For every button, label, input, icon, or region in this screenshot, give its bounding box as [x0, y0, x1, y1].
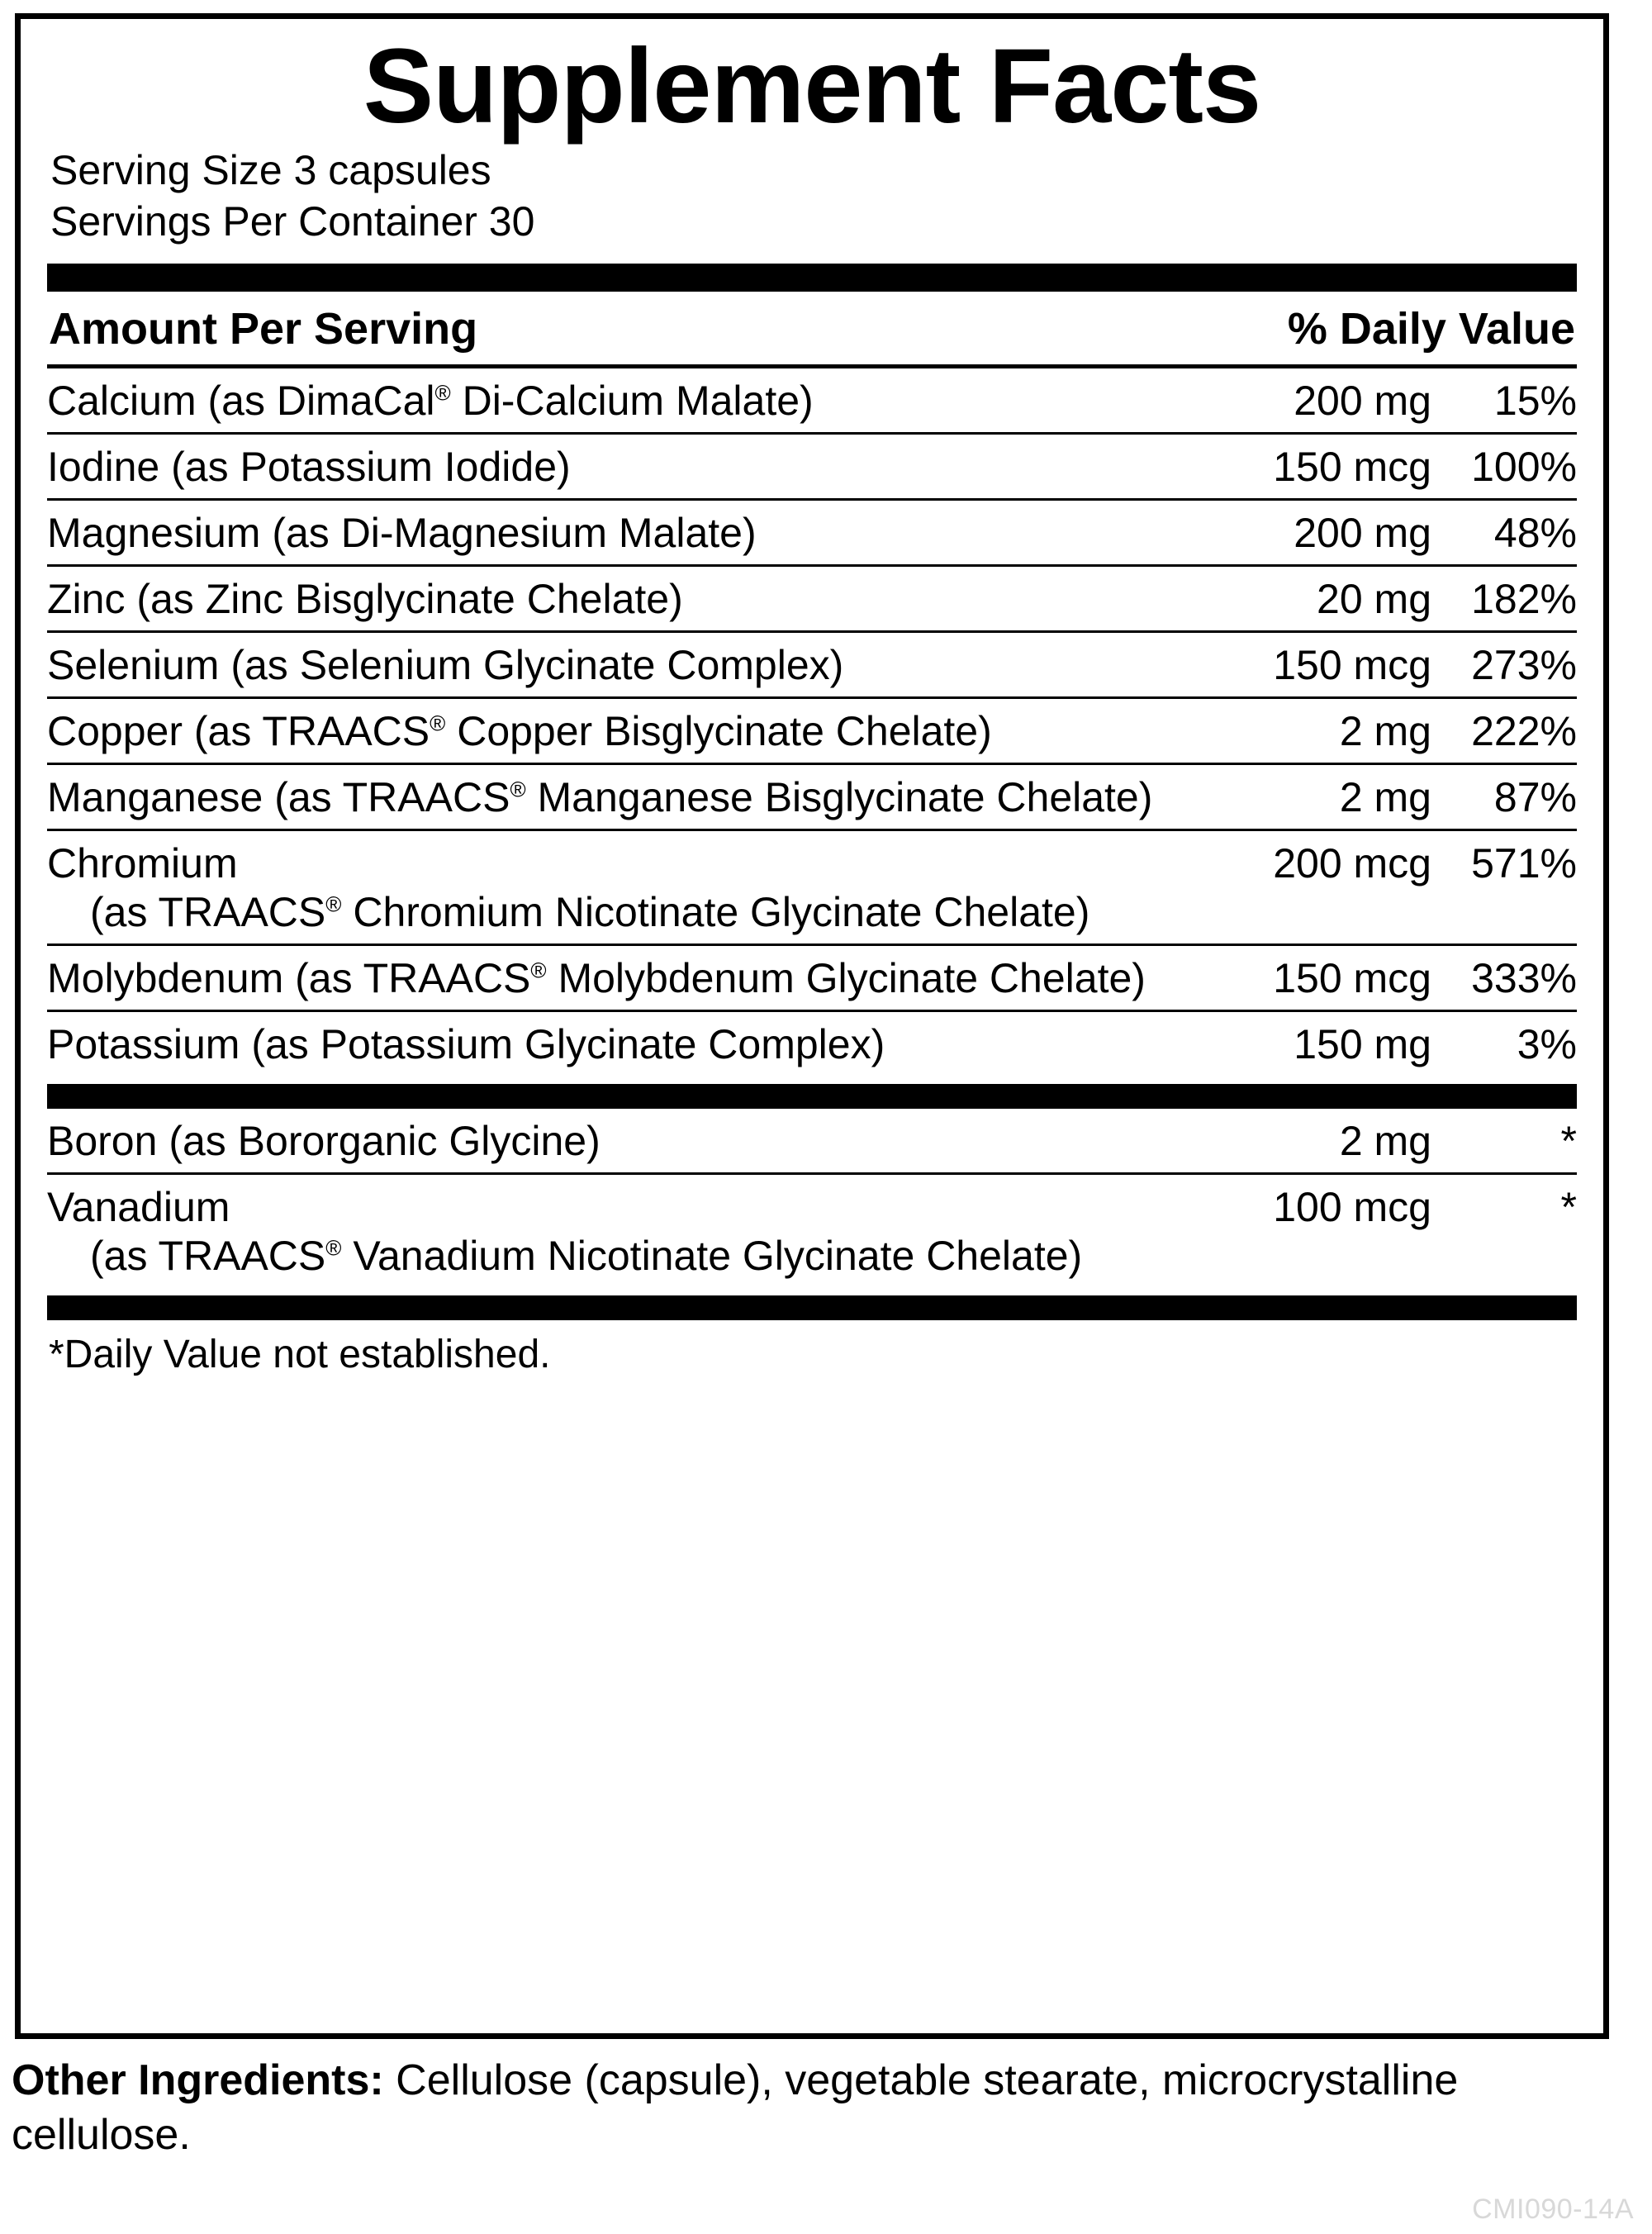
nutrient-name-continued: (as TRAACS® Vanadium Nicotinate Glycinate Chelate)	[90, 1233, 1083, 1279]
nutrient-amount: 150 mcg	[1273, 642, 1431, 688]
supplement-facts-panel	[15, 13, 1609, 2039]
nutrient-name: Boron (as Bororganic Glycine)	[47, 1118, 601, 1164]
footnote: *Daily Value not established.	[49, 1333, 551, 1376]
nutrient-daily-value: 48%	[1493, 510, 1577, 556]
divider-thick-top	[47, 264, 1577, 292]
nutrient-daily-value: 571%	[1471, 840, 1577, 886]
nutrient-daily-value: 3%	[1517, 1021, 1577, 1067]
divider-thick-bottom	[47, 1295, 1577, 1320]
nutrient-name: Zinc (as Zinc Bisglycinate Chelate)	[47, 576, 683, 622]
nutrient-row	[47, 1109, 1577, 1172]
nutrient-name: Iodine (as Potassium Iodide)	[47, 444, 571, 490]
nutrient-row	[47, 435, 1577, 498]
nutrient-row	[47, 501, 1577, 564]
nutrient-daily-value: 15%	[1493, 378, 1577, 424]
serving-size: Serving Size 3 capsules	[50, 147, 491, 193]
nutrient-row	[47, 633, 1577, 696]
nutrient-row	[47, 1012, 1577, 1076]
nutrient-amount: 200 mcg	[1273, 840, 1431, 886]
page-title: Supplement Facts	[363, 27, 1261, 145]
other-ingredients-label: Other Ingredients:	[12, 2056, 384, 2104]
nutrient-daily-value: *	[1560, 1118, 1577, 1164]
label-code: CMI090-14A	[1472, 2194, 1634, 2225]
nutrient-name: Copper (as TRAACS® Copper Bisglycinate Chelate)	[47, 708, 992, 754]
nutrient-amount: 2 mg	[1339, 708, 1431, 754]
nutrient-daily-value: 87%	[1493, 774, 1577, 820]
nutrient-list-no-dv	[47, 1109, 1577, 1287]
other-ingredients-text: Cellulose (capsule), vegetable stearate, microcrystalline cellulose.	[12, 2056, 1459, 2159]
nutrient-amount: 150 mcg	[1273, 444, 1431, 490]
nutrient-daily-value: 222%	[1471, 708, 1577, 754]
nutrient-daily-value: 273%	[1471, 642, 1577, 688]
nutrient-amount: 20 mg	[1317, 576, 1431, 622]
nutrient-daily-value: 100%	[1471, 444, 1577, 490]
nutrient-amount: 200 mg	[1294, 378, 1431, 424]
nutrient-amount: 2 mg	[1339, 774, 1431, 820]
nutrient-row	[47, 1175, 1577, 1287]
nutrient-name: Chromium	[47, 840, 238, 886]
nutrient-name: Calcium (as DimaCal® Di-Calcium Malate)	[47, 378, 814, 424]
nutrient-name: Potassium (as Potassium Glycinate Complex)	[47, 1021, 885, 1067]
nutrient-name-continued: (as TRAACS® Chromium Nicotinate Glycinate Chelate)	[90, 889, 1090, 935]
nutrient-row	[47, 567, 1577, 630]
nutrient-daily-value: 182%	[1471, 576, 1577, 622]
table-header	[47, 292, 1577, 364]
divider-thick-mid	[47, 1084, 1577, 1109]
amount-per-serving-header: Amount Per Serving	[49, 304, 478, 354]
nutrient-amount: 100 mcg	[1273, 1184, 1431, 1230]
nutrient-name: Magnesium (as Di-Magnesium Malate)	[47, 510, 757, 556]
nutrient-daily-value: 333%	[1471, 955, 1577, 1001]
servings-per-container: Servings Per Container 30	[50, 198, 535, 245]
nutrient-daily-value: *	[1560, 1184, 1577, 1230]
daily-value-header: % Daily Value	[1287, 304, 1575, 354]
nutrient-row	[47, 699, 1577, 763]
nutrient-row	[47, 946, 1577, 1010]
other-ingredients	[12, 2054, 1581, 2162]
nutrient-amount: 2 mg	[1339, 1118, 1431, 1164]
nutrient-row	[47, 368, 1577, 432]
nutrient-amount: 150 mcg	[1273, 955, 1431, 1001]
nutrient-name: Selenium (as Selenium Glycinate Complex)	[47, 642, 844, 688]
nutrient-amount: 200 mg	[1294, 510, 1431, 556]
nutrient-name: Vanadium	[47, 1184, 230, 1230]
nutrient-list	[47, 368, 1577, 1076]
nutrient-amount: 150 mg	[1294, 1021, 1431, 1067]
nutrient-row	[47, 765, 1577, 829]
nutrient-row	[47, 831, 1577, 944]
nutrient-name: Molybdenum (as TRAACS® Molybdenum Glycinate Chelate)	[47, 955, 1146, 1001]
nutrient-name: Manganese (as TRAACS® Manganese Bisglycinate Chelate)	[47, 774, 1153, 820]
